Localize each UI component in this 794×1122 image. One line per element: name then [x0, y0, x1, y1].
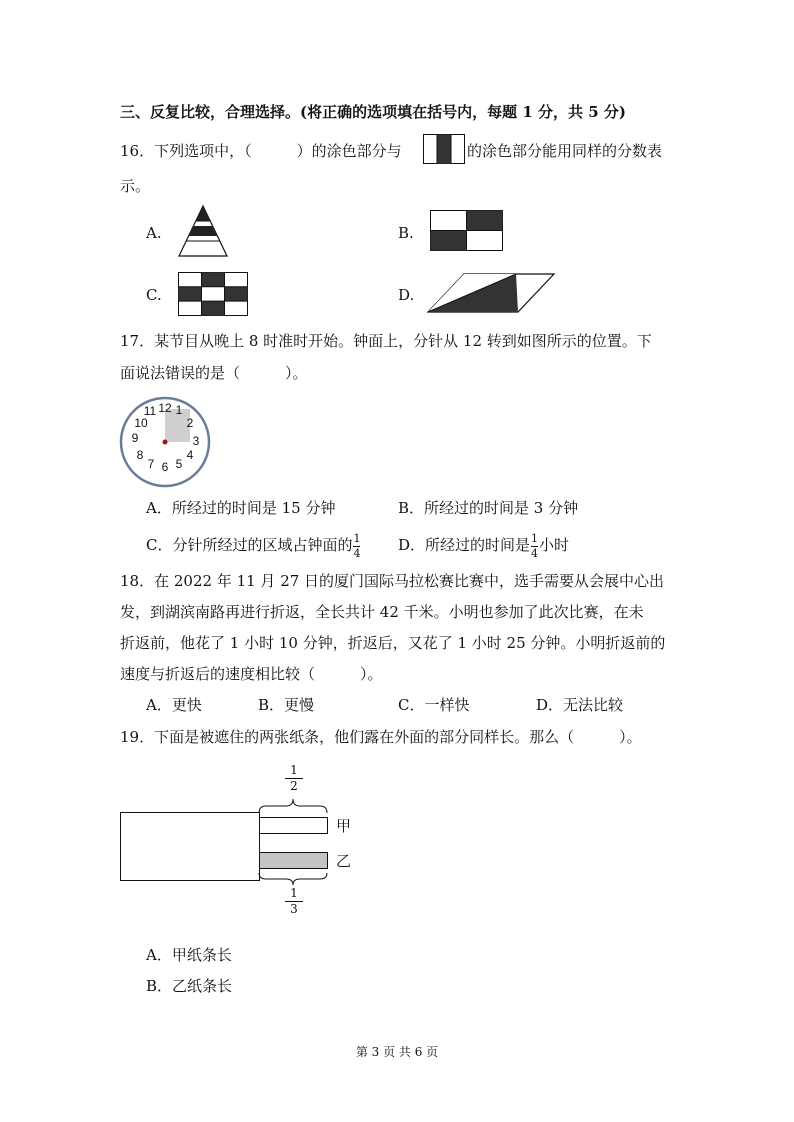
- q18-option-d: D．无法比较: [536, 696, 624, 714]
- q17-option-c: [146, 527, 361, 563]
- clock-number-12: 12: [158, 401, 172, 415]
- q18-option-c: C．一样快: [398, 696, 470, 714]
- q19-label-jia: 甲: [336, 817, 352, 835]
- q18-line-3: 折返前，他花了 1 小时 10 分钟，折返后，又花了 1 小时 25 分钟。小明折返前的: [120, 634, 666, 652]
- clock-number-4: 4: [186, 448, 194, 462]
- q19-line-1: 19．下面是被遮住的两张纸条，他们露在外面的部分同样长。那么（ ）。: [120, 728, 642, 746]
- q16-option-c-label: C.: [146, 286, 162, 304]
- fraction-numerator: 1: [531, 531, 539, 545]
- q19-paper-strips-diagram: [120, 795, 360, 885]
- q17-clock-face: [119, 396, 211, 488]
- q19-bottom-fraction: [285, 887, 303, 916]
- q16-option-a-triangle: [178, 205, 228, 257]
- q18-option-b: B．更慢: [258, 696, 315, 714]
- q17-option-b: B．所经过的时间是 3 分钟: [398, 499, 579, 517]
- fraction-numerator: 1: [290, 763, 298, 777]
- clock-number-5: 5: [175, 457, 183, 471]
- q17-option-c-text: C．分针所经过的区域占钟面的: [146, 536, 353, 554]
- q17-option-d-fraction: [531, 533, 538, 560]
- q16-text-c: 示。: [120, 177, 151, 195]
- q18-line-1: 18．在 2022 年 11 月 27 日的厦门国际马拉松赛比赛中，选手需要从会展中心出: [120, 572, 665, 590]
- q16-option-a-label: A.: [146, 224, 162, 242]
- q17-line-2: 面说法错误的是（ ）。: [120, 364, 308, 382]
- fraction-numerator: 1: [290, 886, 298, 900]
- q19-option-b: B．乙纸条长: [146, 977, 233, 995]
- q18-line-2: 发，到湖滨南路再进行折返，全长共计 42 千米。小明也参加了此次比赛，在未: [120, 603, 644, 621]
- q18-line-4: 速度与折返后的速度相比较（ ）。: [120, 665, 383, 683]
- clock-number-11: 11: [143, 404, 157, 418]
- fraction-denominator: 4: [353, 546, 361, 560]
- clock-number-2: 2: [186, 416, 194, 430]
- clock-number-8: 8: [136, 448, 144, 462]
- clock-number-9: 9: [131, 431, 139, 445]
- page-footer: 第 3 页 共 6 页: [355, 1045, 439, 1059]
- clock-number-3: 3: [192, 434, 200, 448]
- q16-text-b: 的涂色部分能用同样的分数表: [467, 142, 663, 160]
- q16-option-d-label: D.: [398, 286, 415, 304]
- q17-option-a: A．所经过的时间是 15 分钟: [146, 499, 336, 517]
- q16-option-b-grid: [430, 210, 503, 251]
- q17-option-d: [398, 527, 569, 563]
- q17-option-d-unit: 小时: [539, 536, 570, 554]
- q19-top-fraction: [285, 764, 303, 793]
- clock-number-1: 1: [175, 403, 183, 417]
- q19-option-a: A．甲纸条长: [146, 946, 232, 964]
- fraction-denominator: 2: [290, 779, 298, 793]
- fraction-denominator: 4: [531, 546, 539, 560]
- fraction-denominator: 3: [290, 902, 298, 916]
- q17-option-c-fraction: [353, 533, 360, 560]
- clock-number-6: 6: [161, 460, 169, 474]
- q18-option-a: A．更快: [146, 696, 202, 714]
- q16-reference-figure: [423, 134, 465, 164]
- q19-label-yi: 乙: [336, 852, 352, 870]
- q17-line-1: 17．某节目从晚上 8 时准时开始。钟面上，分针从 12 转到如图所示的位置。下: [120, 332, 652, 350]
- q16-option-d-parallelogram: [428, 273, 555, 313]
- fraction-numerator: 1: [353, 531, 361, 545]
- q17-option-d-text: D．所经过的时间是: [398, 536, 531, 554]
- clock-number-10: 10: [134, 416, 148, 430]
- q16-option-b-label: B.: [398, 224, 414, 242]
- section-title: 三、反复比较，合理选择。(将正确的选项填在括号内，每题 1 分，共 5 分): [120, 103, 626, 121]
- q16-text-a: 16．下列选项中，（ ）的涂色部分与: [120, 142, 402, 160]
- clock-number-7: 7: [147, 457, 155, 471]
- q16-option-c-grid: [178, 272, 248, 316]
